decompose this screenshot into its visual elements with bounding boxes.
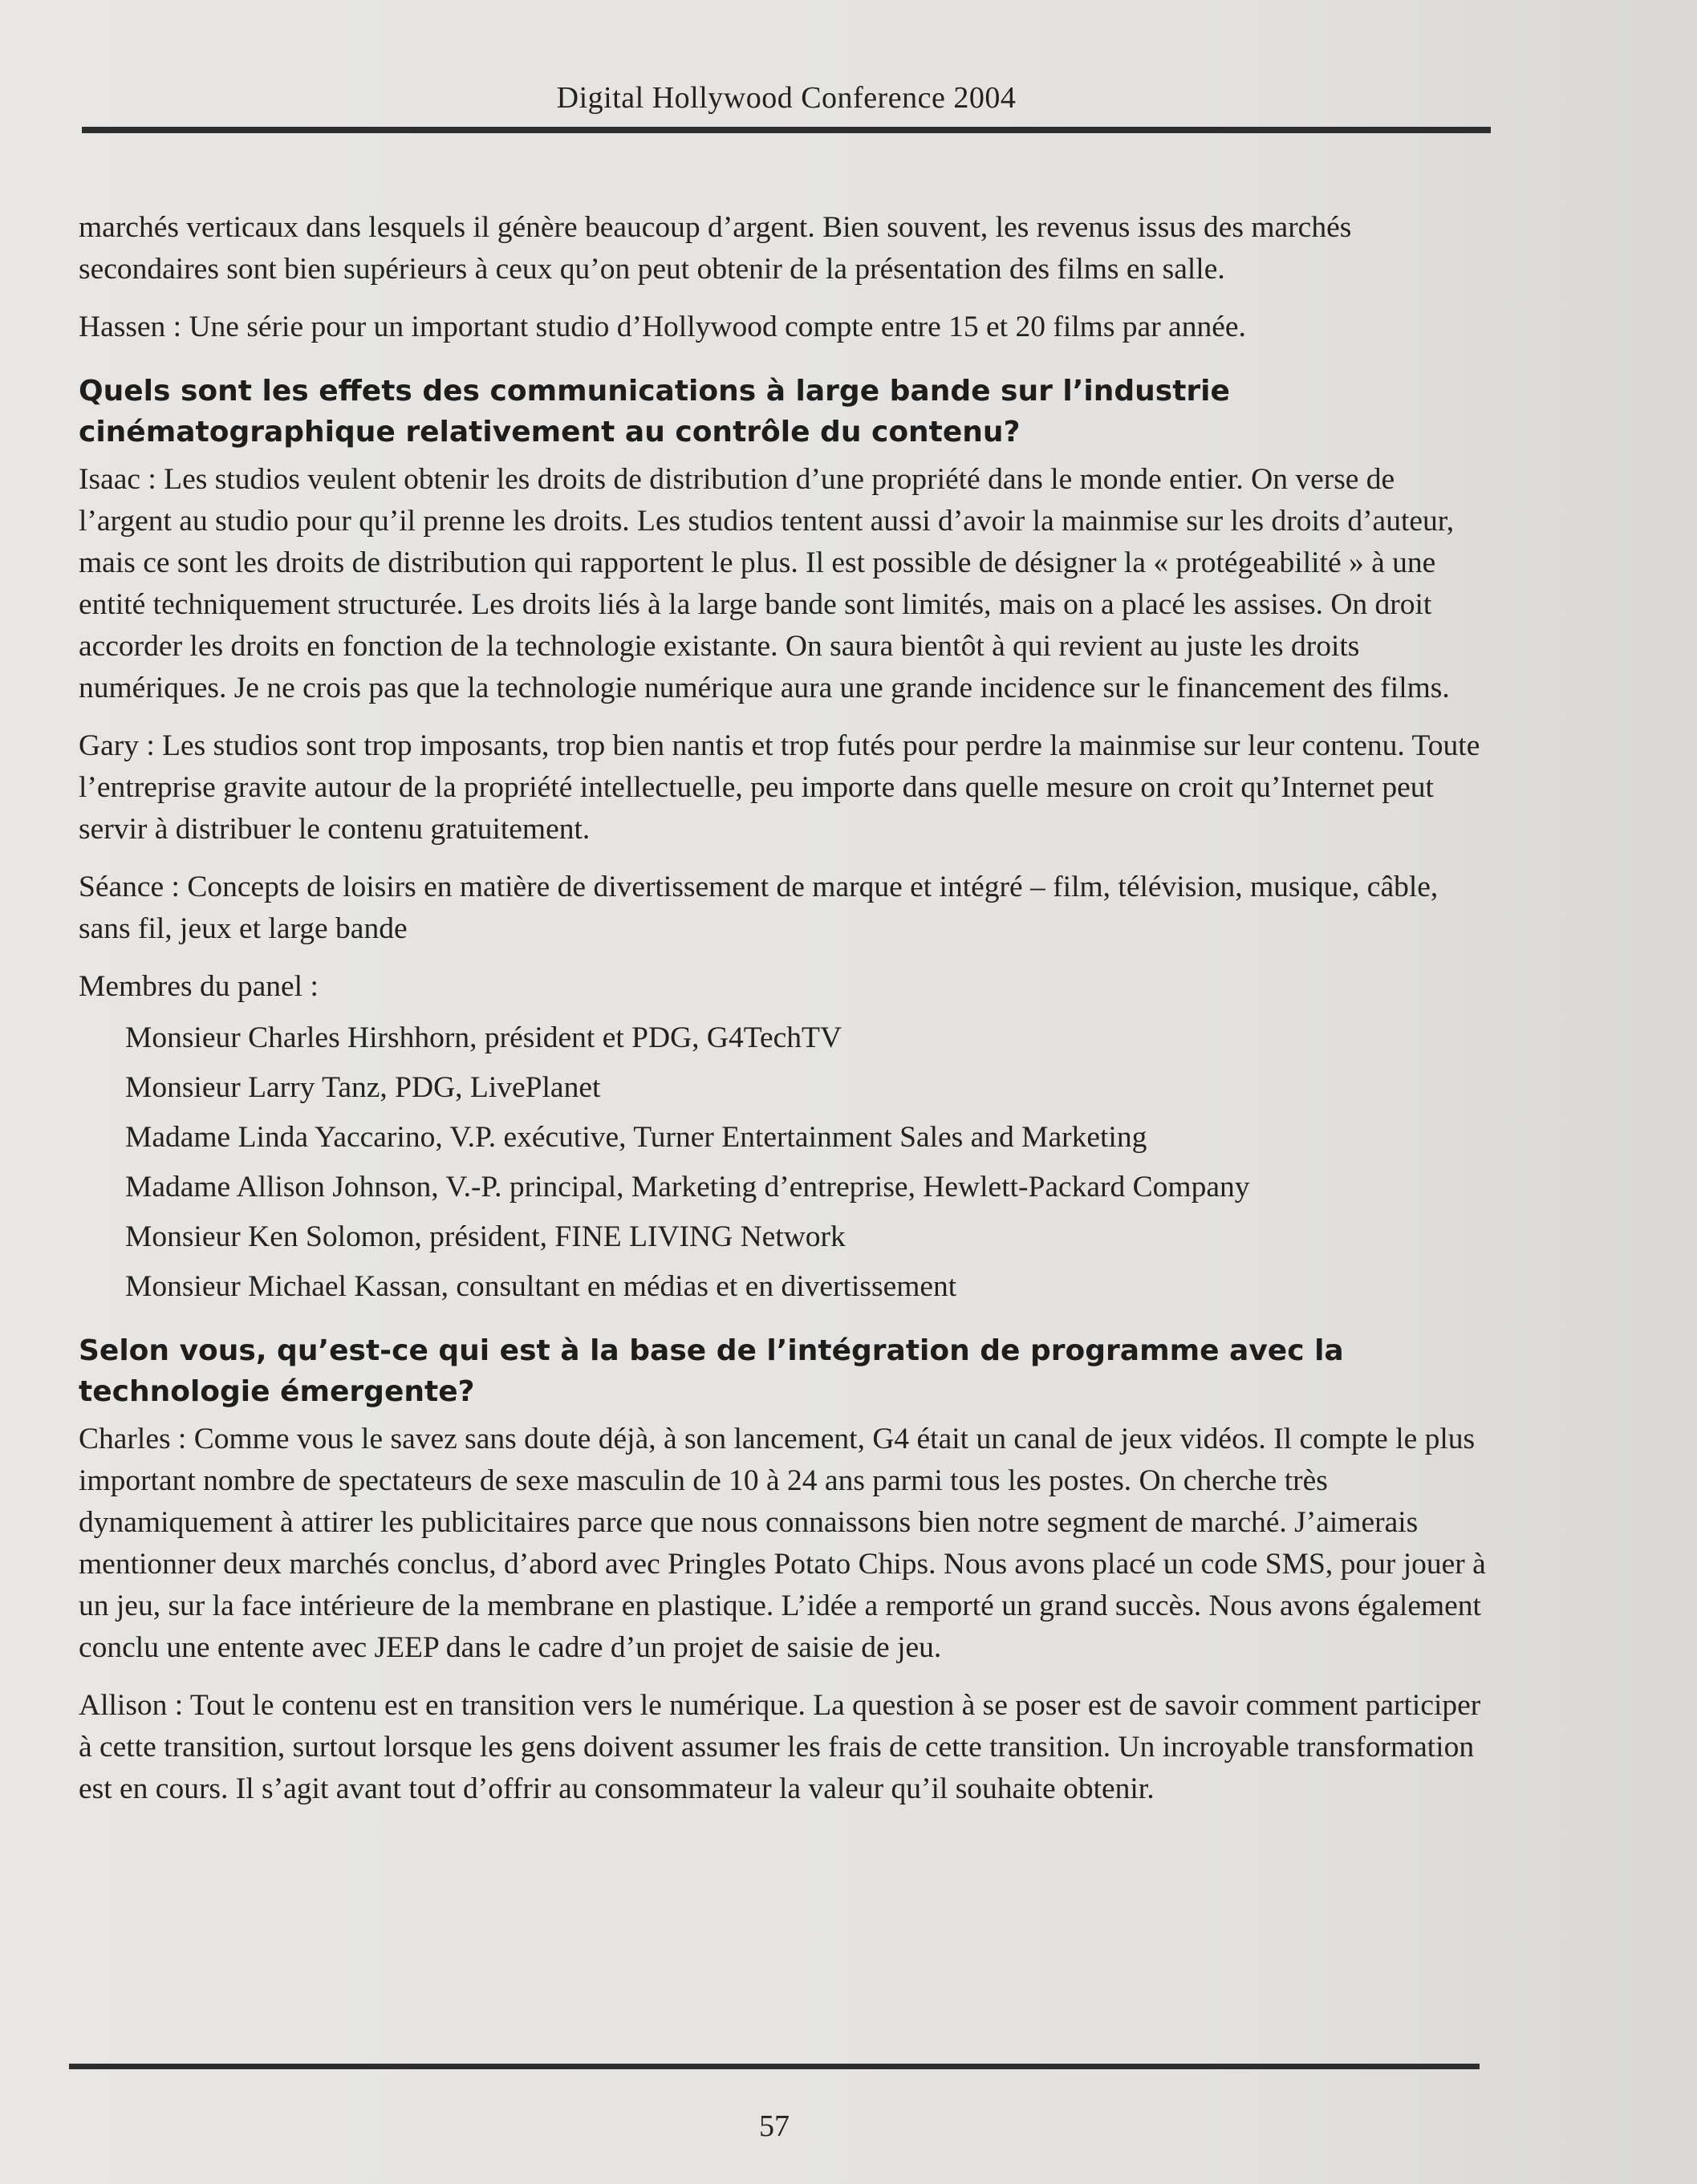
- section-heading: Selon vous, qu’est-ce qui est à la base de l’intégration de programme avec la technologie émergente?: [79, 1334, 1344, 1408]
- paragraph: Séance : Concepts de loisirs en matière de divertissement de marque et intégré – film, télévision, musique, câble, sans fil, jeux et large bande: [79, 871, 1439, 945]
- panel-member: Monsieur Michael Kassan, consultant en médias et en divertissement: [125, 1270, 957, 1303]
- running-header: Digital Hollywood Conference 2004: [556, 81, 1017, 115]
- panel-label: Membres du panel :: [79, 970, 319, 1003]
- panel-member: Madame Allison Johnson, V.-P. principal, Marketing d’entreprise, Hewlett-Packard Company: [125, 1171, 1250, 1204]
- section-heading: Quels sont les effets des communications à large bande sur l’industrie cinématographique relativement au contrôle du contenu?: [79, 375, 1230, 449]
- footer-rule: [69, 2064, 1480, 2069]
- paragraph: Gary : Les studios sont trop imposants, trop bien nantis et trop futés pour perdre la mainmise sur leur contenu. Toute l’entreprise gravite autour de la propriété intellectuelle, peu importe dans quelle mesure on croit qu’Internet peut servir à distribuer le contenu gratuitement.: [79, 729, 1480, 846]
- panel-member: Monsieur Ken Solomon, président, FINE LIVING Network: [125, 1220, 846, 1253]
- panel-member: Madame Linda Yaccarino, V.P. exécutive, Turner Entertainment Sales and Marketing: [125, 1121, 1147, 1154]
- paragraph: marchés verticaux dans lesquels il génère beaucoup d’argent. Bien souvent, les revenus issus des marchés secondaires sont bien supérieurs à ceux qu’on peut obtenir de la présentation des films en salle.: [79, 211, 1352, 286]
- header-rule: [82, 127, 1491, 133]
- panel-member: Monsieur Larry Tanz, PDG, LivePlanet: [125, 1071, 601, 1104]
- paragraph: Charles : Comme vous le savez sans doute déjà, à son lancement, G4 était un canal de jeux vidéos. Il compte le plus important nombre de spectateurs de sexe masculin de 10 à 24 ans parmi tous les postes. On cherche très dynamiquement à attirer les publicitaires parce que nous connaissons bien notre segment de marché. J’aimerais mentionner deux marchés conclus, d’abord avec Pringles Potato Chips. Nous avons placé un code SMS, pour jouer à un jeu, sur la face intérieure de la membrane en plastique. L’idée a remporté un grand succès. Nous avons également conclu une entente avec JEEP dans le cadre d’un projet de saisie de jeu.: [79, 1423, 1486, 1664]
- panel-members-list: [125, 1017, 1491, 1308]
- page-number: 57: [759, 2109, 790, 2143]
- paragraph: Hassen : Une série pour un important studio d’Hollywood compte entre 15 et 20 films par année.: [79, 311, 1246, 343]
- page-body: [79, 207, 1491, 1826]
- panel-member: Monsieur Charles Hirshhorn, président et PDG, G4TechTV: [125, 1021, 842, 1054]
- paragraph: Allison : Tout le contenu est en transition vers le numérique. La question à se poser est de savoir comment participer à cette transition, surtout lorsque les gens doivent assumer les frais de cette transition. Un incroyable transformation est en cours. Il s’agit avant tout d’offrir au consommateur la valeur qu’il souhaite obtenir.: [79, 1689, 1481, 1805]
- paragraph: Isaac : Les studios veulent obtenir les droits de distribution d’une propriété dans le monde entier. On verse de l’argent au studio pour qu’il prenne les droits. Les studios tentent aussi d’avoir la mainmise sur les droits d’auteur, mais ce sont les droits de distribution qui rapportent le plus. Il est possible de désigner la « protégeabilité » à une entité techniquement structurée. Les droits liés à la large bande sont limités, mais on a placé les assises. On droit accorder les droits en fonction de la technologie existante. On saura bientôt à qui revient au juste les droits numériques. Je ne crois pas que la technologie numérique aura une grande incidence sur le financement des films.: [79, 463, 1455, 704]
